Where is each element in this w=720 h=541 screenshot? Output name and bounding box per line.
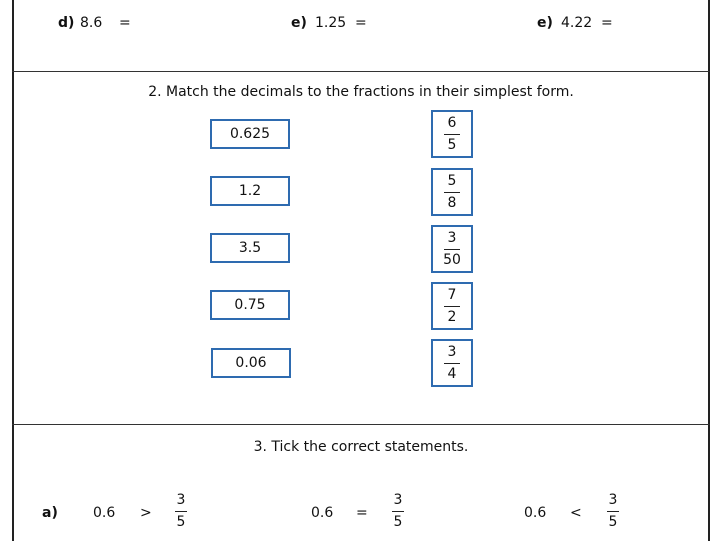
fraction-numerator: 6 [447,114,457,131]
fraction-bar [444,192,460,193]
fraction [603,492,623,531]
decimal-value: 0.6 [93,505,116,521]
fraction-bar [444,249,460,250]
fraction-box[interactable] [431,110,473,158]
section-divider [12,424,710,425]
fraction-bar [392,511,404,512]
decimal-value: 0.625 [229,126,271,142]
fraction-numerator: 3 [447,229,457,246]
decimal-box[interactable] [210,176,290,206]
fraction-numerator: 5 [447,172,457,189]
fraction-denominator: 5 [176,514,186,530]
instruction-text: 2. Match the decimals to the fractions in their simplest form. [148,84,574,100]
question-label: d) [58,15,75,31]
equals-sign: = [355,15,367,31]
worksheet-border-left [12,0,14,541]
fraction-bar [444,306,460,307]
decimal-box[interactable] [211,348,291,378]
equals-sign: = [119,15,131,31]
decimal-value: 1.2 [238,183,262,199]
question-label: a) [42,505,58,521]
fraction-denominator: 8 [447,194,457,211]
decimal-value: 0.6 [524,505,547,521]
question-label: e) [291,15,307,31]
decimal-value: 4.22 [561,15,593,31]
instruction-text: 3. Tick the correct statements. [253,439,469,455]
fraction-box[interactable] [431,225,473,273]
decimal-box[interactable] [210,119,290,149]
fraction-numerator: 3 [393,492,403,508]
fraction-numerator: 7 [447,286,457,303]
fraction-bar [444,363,460,364]
decimal-value: 0.6 [311,505,334,521]
comparison-sign: = [356,505,368,521]
fraction-box[interactable] [431,168,473,216]
decimal-value: 8.6 [80,15,103,31]
worksheet-border-right [708,0,710,541]
fraction-denominator: 50 [443,251,461,268]
decimal-box[interactable] [210,233,290,263]
fraction [171,492,191,531]
decimal-value: 1.25 [315,15,347,31]
fraction-box[interactable] [431,339,473,387]
decimal-value: 3.5 [238,240,262,256]
fraction-bar [444,134,460,135]
decimal-value: 0.06 [235,355,267,371]
fraction-numerator: 3 [447,343,457,360]
fraction-bar [175,511,187,512]
fraction-denominator: 2 [447,308,457,325]
fraction-box[interactable] [431,282,473,330]
fraction-bar [607,511,619,512]
fraction-numerator: 3 [176,492,186,508]
decimal-box[interactable] [210,290,290,320]
comparison-sign: > [140,505,152,521]
fraction-denominator: 5 [608,514,618,530]
fraction-denominator: 4 [447,365,457,382]
question-label: e) [537,15,553,31]
fraction-numerator: 3 [608,492,618,508]
comparison-sign: < [570,505,582,521]
fraction-denominator: 5 [393,514,403,530]
decimal-value: 0.75 [234,297,266,313]
fraction [388,492,408,531]
section-divider [12,71,710,72]
fraction-denominator: 5 [447,136,457,153]
equals-sign: = [601,15,613,31]
